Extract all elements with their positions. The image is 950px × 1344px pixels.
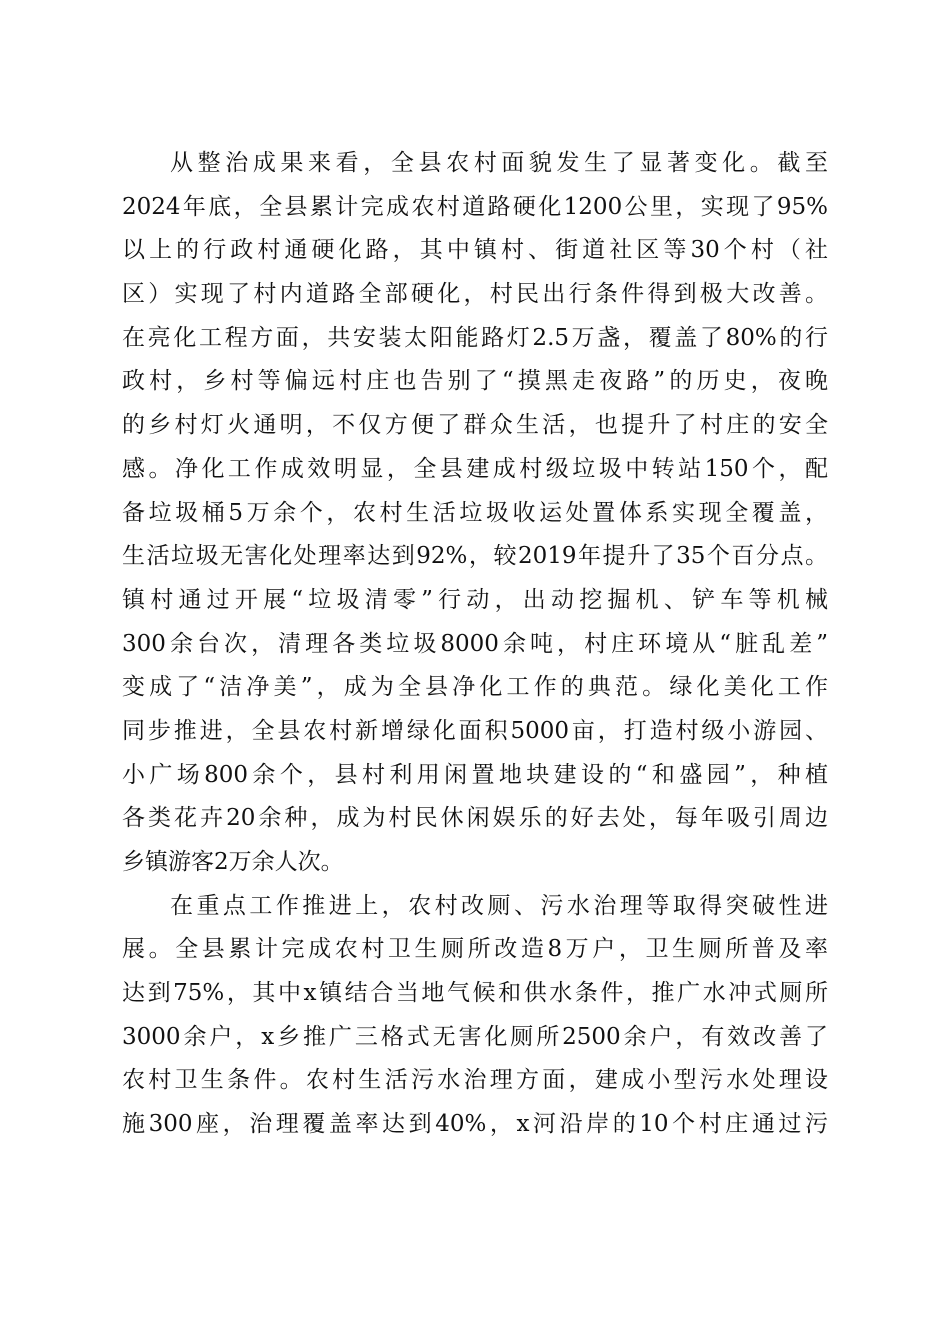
text-line: 备垃圾桶5万余个，农村生活垃圾收运处置体系实现全覆盖， xyxy=(122,499,828,526)
text-line: 同步推进，全县农村新增绿化面积5000亩，打造村级小游园、 xyxy=(122,717,828,744)
text-line: 农村卫生条件。农村生活污水治理方面，建成小型污水处理设 xyxy=(122,1067,828,1094)
text-line: 施300座，治理覆盖率达到40%，x河沿岸的10个村庄通过污 xyxy=(122,1111,828,1138)
text-line: 区）实现了村内道路全部硬化，村民出行条件得到极大改善。 xyxy=(122,281,828,308)
text-line: 生活垃圾无害化处理率达到92%，较2019年提升了35个百分点。 xyxy=(122,543,828,570)
text-line: 感。净化工作成效明显，全县建成村级垃圾中转站150个，配 xyxy=(122,455,828,482)
paragraph-2 xyxy=(122,885,828,1147)
text-line: 300余台次，清理各类垃圾8000余吨，村庄环境从“脏乱差” xyxy=(122,630,828,657)
text-line: 政村，乡村等偏远村庄也告别了“摸黑走夜路”的历史，夜晚 xyxy=(122,368,828,395)
text-line: 从整治成果来看，全县农村面貌发生了显著变化。截至 xyxy=(170,150,828,176)
text-line: 以上的行政村通硬化路，其中镇村、街道社区等30个村（社 xyxy=(122,237,828,264)
text-line: 3000余户，x乡推广三格式无害化厕所2500余户，有效改善了 xyxy=(122,1023,828,1050)
text-line: 小广场800余个，县村利用闲置地块建设的“和盛园”，种植 xyxy=(122,761,828,788)
text-line: 2024年底，全县累计完成农村道路硬化1200公里，实现了95% xyxy=(122,193,828,220)
text-line: 各类花卉20余种，成为村民休闲娱乐的好去处，每年吸引周边 xyxy=(122,805,828,832)
body-text xyxy=(122,142,828,1147)
text-line: 乡镇游客2万余人次。 xyxy=(122,849,344,875)
text-line: 在亮化工程方面，共安装太阳能路灯2.5万盏，覆盖了80%的行 xyxy=(122,324,828,351)
text-line: 展。全县累计完成农村卫生厕所改造8万户，卫生厕所普及率 xyxy=(122,936,828,963)
text-line: 在重点工作推进上，农村改厕、污水治理等取得突破性进 xyxy=(170,892,828,919)
text-line: 镇村通过开展“垃圾清零”行动，出动挖掘机、铲车等机械 xyxy=(122,586,828,613)
text-line: 变成了“洁净美”，成为全县净化工作的典范。绿化美化工作 xyxy=(122,674,828,701)
text-line: 的乡村灯火通明，不仅方便了群众生活，也提升了村庄的安全 xyxy=(122,412,828,439)
text-line: 达到75%，其中x镇结合当地气候和供水条件，推广水冲式厕所 xyxy=(122,980,828,1007)
paragraph-1 xyxy=(122,142,828,885)
